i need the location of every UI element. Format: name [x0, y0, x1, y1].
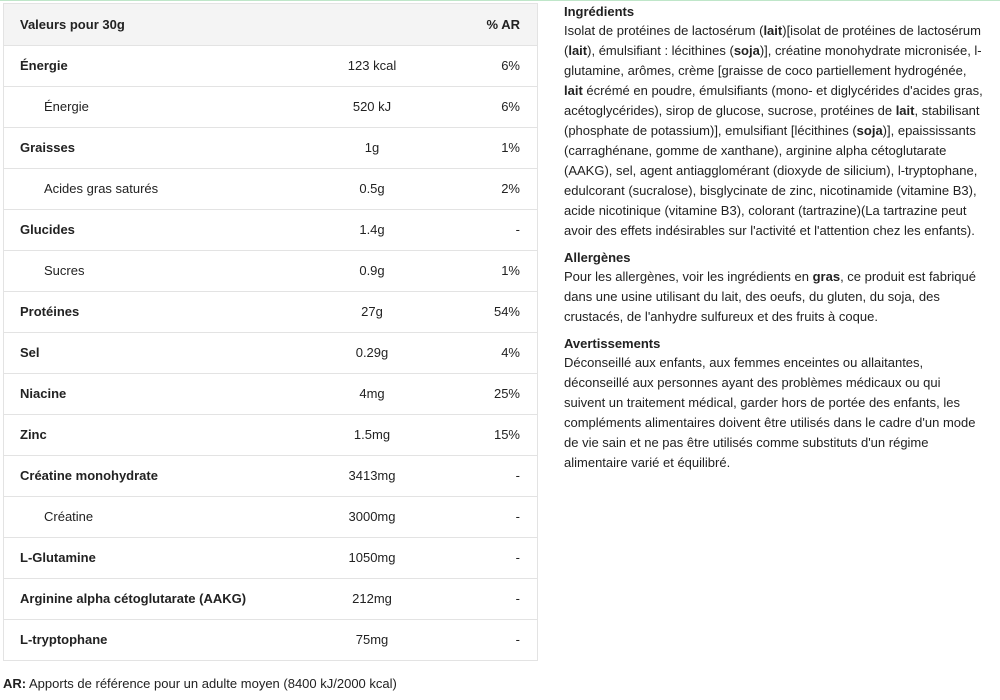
text-fragment: Déconseillé aux enfants, aux femmes enceintes ou allaitantes, déconseillé aux personnes ayant des problèmes médicaux ou qui suivent un traitement médical, garder hors de portée des enfants, les compléments alimentaires doivent être utilisés dans le cadre d'un mode de vie sain et ne pas être utilisés comme substituts d'un régime alimentaire varié et équilibré.	[564, 355, 976, 470]
nutrient-value: 3000mg	[297, 496, 447, 537]
product-info-column	[564, 3, 984, 481]
nutrient-name: Niacine	[4, 373, 297, 414]
nutrient-ar: -	[447, 537, 537, 578]
text-fragment: Pour les allergènes, voir les ingrédients en	[564, 269, 813, 284]
nutrient-name: Graisses	[4, 127, 297, 168]
table-row	[4, 86, 537, 127]
nutrition-table	[3, 3, 538, 661]
section-title: Avertissements	[564, 336, 661, 351]
section-title: Allergènes	[564, 250, 631, 265]
table-row	[4, 537, 537, 578]
table-row	[4, 578, 537, 619]
text-fragment: )], créatine monohydrate micronisée, l-glutamine, arômes, crème [graisse de coco partiellement hydrogénée,	[564, 43, 982, 78]
text-fragment: )], epaississants (carraghénane, gomme de xanthane), arginine alpha cétoglutarate (AAKG), sel, agent antiagglomérant (dioxyde de silicium), l-tryptophane, edulcorant (sucralose), bisglycinate de zinc, nicotinamide (vitamine B3), acide nicotinique (vitamine B3), colorant (tartrazine)(La tartrazine peut avoir des effets indésirables sur l'activité et l'attention chez les enfants).	[564, 123, 978, 238]
nutrient-ar: -	[447, 455, 537, 496]
nutrient-value: 27g	[297, 291, 447, 332]
table-row	[4, 496, 537, 537]
bold-allergen-text: lait	[564, 83, 583, 98]
nutrient-value: 212mg	[297, 578, 447, 619]
footnote-text: Apports de référence pour un adulte moyen (8400 kJ/2000 kcal)	[26, 676, 397, 691]
nutrition-table-body	[4, 45, 537, 660]
nutrient-name: Énergie	[4, 45, 297, 86]
nutrient-ar: 2%	[447, 168, 537, 209]
nutrient-ar: 15%	[447, 414, 537, 455]
table-row	[4, 291, 537, 332]
ar-footnote	[3, 676, 397, 691]
nutrient-name: Acides gras saturés	[4, 168, 297, 209]
text-fragment: , stabilisant (phosphate de potassium)], emulsifiant [lécithines (	[564, 103, 980, 138]
table-row	[4, 414, 537, 455]
table-row	[4, 250, 537, 291]
nutrient-name: Protéines	[4, 291, 297, 332]
nutrient-name: Zinc	[4, 414, 297, 455]
nutrient-value: 1.4g	[297, 209, 447, 250]
nutrient-name: Arginine alpha cétoglutarate (AAKG)	[4, 578, 297, 619]
bold-allergen-text: gras	[812, 269, 841, 284]
nutrient-name: Créatine monohydrate	[4, 455, 297, 496]
top-divider	[0, 0, 1000, 1]
nutrient-value: 520 kJ	[297, 86, 447, 127]
nutrient-ar: 6%	[447, 86, 537, 127]
text-fragment: écrémé en poudre, émulsifiants (mono- et diglycérides d'acides gras, acétoglycérides), sirop de glucose, sucrose, protéines de	[564, 83, 983, 118]
header-serving-label: Valeurs pour 30g	[20, 16, 125, 32]
nutrition-table-header	[4, 4, 537, 45]
footnote-label: AR:	[3, 676, 27, 691]
nutrient-value: 3413mg	[297, 455, 447, 496]
section-text	[564, 353, 984, 473]
section-text	[564, 267, 984, 327]
nutrient-value: 1050mg	[297, 537, 447, 578]
nutrient-ar: -	[447, 209, 537, 250]
bold-allergen-text: lait	[895, 103, 915, 118]
header-ar-label: % AR	[486, 16, 520, 32]
nutrient-name: L-tryptophane	[4, 619, 297, 660]
nutrient-value: 0.29g	[297, 332, 447, 373]
nutrient-value: 0.9g	[297, 250, 447, 291]
table-row	[4, 209, 537, 250]
nutrient-ar: 1%	[447, 250, 537, 291]
table-row	[4, 168, 537, 209]
nutrient-value: 4mg	[297, 373, 447, 414]
nutrient-ar: -	[447, 619, 537, 660]
table-row	[4, 455, 537, 496]
nutrient-ar: -	[447, 496, 537, 537]
nutrient-name: Glucides	[4, 209, 297, 250]
nutrient-ar: 1%	[447, 127, 537, 168]
nutrient-name: Sel	[4, 332, 297, 373]
nutrient-name: Créatine	[4, 496, 297, 537]
text-fragment: )[isolat de protéines de lactosérum (	[564, 23, 981, 58]
bold-allergen-text: soja	[856, 123, 883, 138]
text-fragment: ), émulsifiant : lécithines (	[587, 43, 734, 58]
nutrient-ar: -	[447, 578, 537, 619]
bold-allergen-text: soja	[733, 43, 760, 58]
nutrient-name: Sucres	[4, 250, 297, 291]
nutrient-name: L-Glutamine	[4, 537, 297, 578]
section-text	[564, 21, 984, 241]
table-row	[4, 332, 537, 373]
nutrient-value: 75mg	[297, 619, 447, 660]
nutrient-ar: 4%	[447, 332, 537, 373]
nutrient-ar: 6%	[447, 45, 537, 86]
text-fragment: Isolat de protéines de lactosérum (	[564, 23, 764, 38]
table-row	[4, 127, 537, 168]
table-row	[4, 373, 537, 414]
table-row	[4, 619, 537, 660]
table-row	[4, 45, 537, 86]
text-fragment: , ce produit est fabriqué dans une usine utilisant du lait, des oeufs, du gluten, du soja, des crustacés, de l'anhydre sulfureux et des fruits à coque.	[564, 269, 976, 324]
nutrient-ar: 54%	[447, 291, 537, 332]
bold-allergen-text: lait	[568, 43, 588, 58]
section-title: Ingrédients	[564, 4, 635, 19]
nutrient-value: 1g	[297, 127, 447, 168]
header-value	[297, 4, 447, 45]
nutrient-value: 0.5g	[297, 168, 447, 209]
nutrient-ar: 25%	[447, 373, 537, 414]
bold-allergen-text: lait	[763, 23, 783, 38]
nutrient-value: 123 kcal	[297, 45, 447, 86]
nutrient-value: 1.5mg	[297, 414, 447, 455]
nutrient-name: Énergie	[4, 86, 297, 127]
